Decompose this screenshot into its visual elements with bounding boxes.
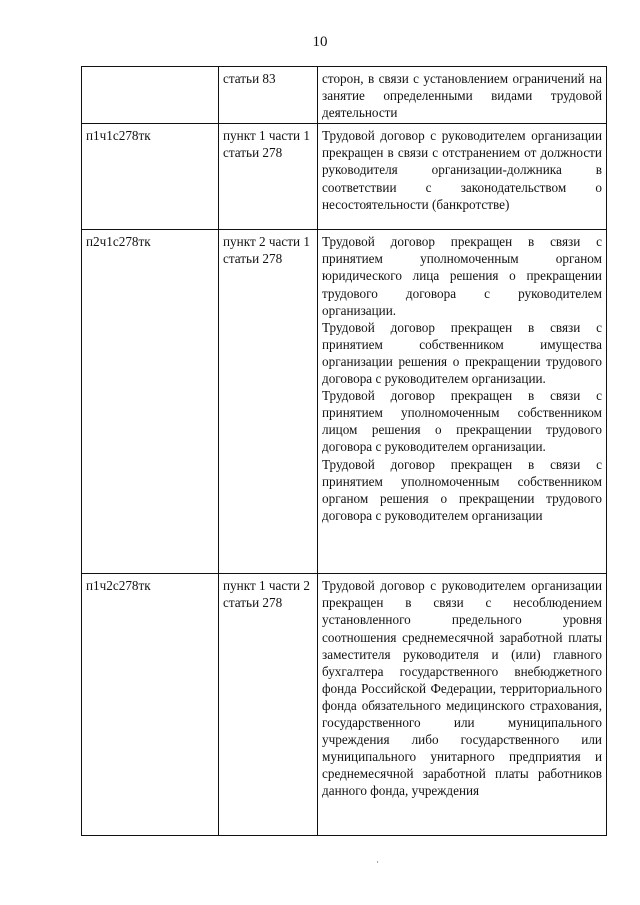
description-cell <box>318 124 607 230</box>
scan-speck: · <box>376 857 379 867</box>
reference-cell: пункт 1 части 2 статьи 278 <box>219 574 318 836</box>
table-row <box>82 230 607 574</box>
legal-table <box>81 66 607 836</box>
description-cell <box>318 574 607 836</box>
description-paragraph: Трудовой договор с руководителем организации прекращен в связи с отстранением от должности руководителя организации-должника в соответствии с законодательством о несостоятельности (банкротстве) <box>322 128 602 212</box>
description-paragraph: Трудовой договор прекращен в связи с принятием уполномоченным собственником лицом решения о прекращении трудового договора с руководителем организации. <box>322 388 602 455</box>
description-paragraph: Трудовой договор прекращен в связи с принятием уполномоченным собственником органом решения о прекращении трудового договора с руководителем организации <box>322 456 602 523</box>
table-row <box>82 124 607 230</box>
description-paragraph: Трудовой договор прекращен в связи с принятием собственником имущества организации решения о прекращении трудового договора с руководителем организации. <box>322 319 602 387</box>
code-cell <box>82 67 219 124</box>
description-cell <box>318 230 607 574</box>
code-cell: п1ч2с278тк <box>82 574 219 836</box>
reference-cell: статьи 83 <box>219 67 318 124</box>
description-paragraph: Трудовой договор прекращен в связи с принятием уполномоченным органом юридического лица решения о прекращении трудового договора с руководителем организации. <box>322 234 602 318</box>
reference-cell: пункт 1 части 1 статьи 278 <box>219 124 318 230</box>
code-cell: п1ч1с278тк <box>82 124 219 230</box>
table-row <box>82 67 607 124</box>
table-row <box>82 574 607 836</box>
description-paragraph: сторон, в связи с установлением ограничений на занятие определенными видами трудовой деятельности <box>322 71 602 121</box>
description-paragraph: Трудовой договор с руководителем организации прекращен в связи с несоблюдением установленного предельного уровня соотношения среднемесячной заработной платы заместителя руководителя и (или) главного бухгалтера государственного внебюджетного фонда Российской Федерации, территориального фонда обязательного медицинского страхования, государственного или муниципального учреждения либо государственного или муниципального унитарного предприятия и среднемесячной заработной платы работников данного фонда, учреждения <box>322 578 602 799</box>
description-cell <box>318 67 607 124</box>
reference-cell: пункт 2 части 1 статьи 278 <box>219 230 318 574</box>
page-number: 10 <box>312 34 328 50</box>
code-cell: п2ч1с278тк <box>82 230 219 574</box>
